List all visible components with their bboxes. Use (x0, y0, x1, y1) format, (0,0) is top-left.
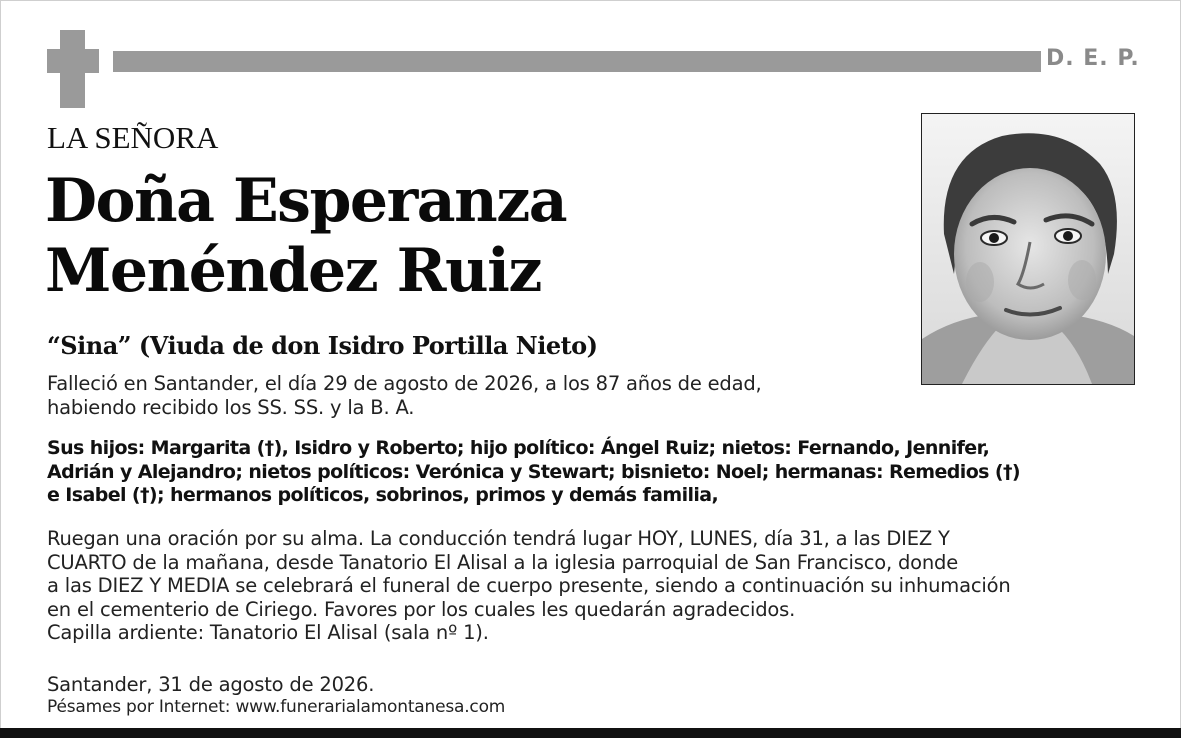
deceased-name-line2: Menéndez Ruiz (45, 236, 541, 306)
deceased-nickname: “Sina” (Viuda de don Isidro Portilla Nieto) (47, 331, 598, 360)
condolences-url: Pésames por Internet: www.funerarialamontanesa.com (47, 697, 506, 717)
chapel-line: Capilla ardiente: Tanatorio El Alisal (sala nº 1). (47, 621, 489, 644)
prayer-notice (47, 527, 1010, 645)
portrait-illustration (922, 114, 1134, 384)
family-line: Adrián y Alejandro; nietos políticos: Verónica y Stewart; bisnieto: Noel; hermanas: Remedios (†) (47, 460, 1020, 483)
death-line: habiendo recibido los SS. SS. y la B. A. (47, 395, 415, 419)
family-list (47, 437, 1020, 508)
date-line: Santander, 31 de agosto de 2026. (47, 673, 375, 696)
prayer-line: Ruegan una oración por su alma. La conducción tendrá lugar HOY, LUNES, día 31, a las DIEZ Y (47, 527, 950, 550)
death-line: Falleció en Santander, el día 29 de agosto de 2026, a los 87 años de edad, (47, 372, 762, 395)
header-rule (113, 51, 1041, 72)
prayer-line: CUARTO de la mañana, desde Tanatorio El Alisal a la iglesia parroquial de San Francisco, donde (47, 550, 959, 574)
notice-date (47, 673, 374, 697)
bottom-border (0, 728, 1181, 738)
deceased-name-line1: Doña Esperanza (45, 166, 567, 236)
dep-label: D. E. P. (1046, 46, 1140, 71)
death-notice (47, 372, 762, 419)
prayer-line: a las DIEZ Y MEDIA se celebrará el funeral de cuerpo presente, siendo a continuación su inhumación (47, 574, 1011, 597)
deceased-name (45, 166, 566, 306)
portrait-photo (921, 113, 1135, 385)
deceased-title: LA SEÑORA (47, 120, 219, 155)
family-line: e Isabel (†); hermanos políticos, sobrinos, primos y demás familia, (47, 484, 719, 506)
cross-horizontal-bar (47, 49, 99, 73)
prayer-line: en el cementerio de Ciriego. Favores por los cuales les quedarán agradecidos. (47, 597, 796, 621)
family-line: Sus hijos: Margarita (†), Isidro y Roberto; hijo político: Ángel Ruiz; nietos: Fernando, Jennifer, (47, 437, 990, 459)
